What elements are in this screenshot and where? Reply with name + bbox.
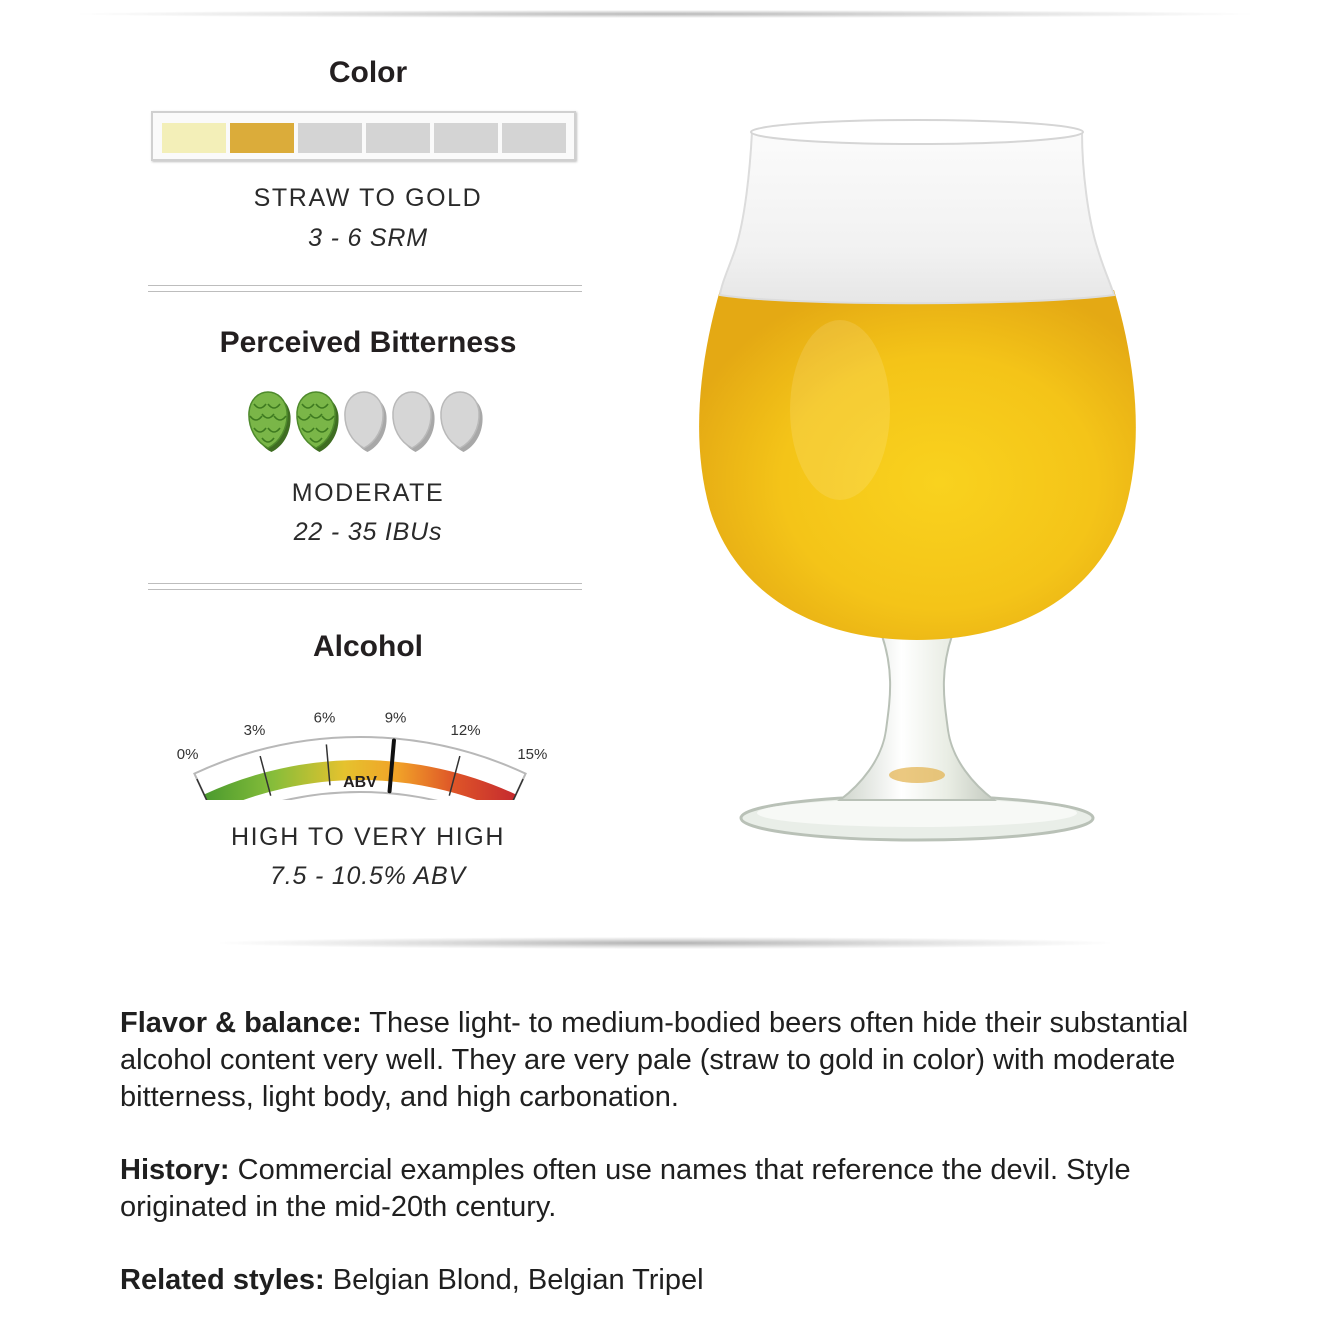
color-range: 3 - 6 SRM [308, 224, 428, 252]
related-paragraph [120, 1262, 1230, 1299]
history-text: Commercial examples often use names that reference the devil. Style originated in the mid-20th century. [120, 1154, 1131, 1223]
color-swatch [502, 123, 566, 153]
gauge-tick-label: 15% [517, 746, 548, 764]
glass-foot-top [757, 799, 1077, 827]
gauge-label: ABV [343, 774, 377, 791]
history-label: History: [120, 1154, 230, 1186]
beer-foam [720, 132, 1114, 303]
hop-icon [393, 392, 435, 452]
bitterness-range: 22 - 35 IBUs [293, 518, 443, 546]
color-description: STRAW TO GOLD [253, 184, 483, 212]
gauge-tick-label: 3% [243, 721, 266, 739]
middle-shadow-divider [220, 937, 1110, 949]
gauge-tick-label: 6% [313, 709, 336, 727]
glass-rim [751, 120, 1083, 144]
abv-gauge [140, 690, 590, 800]
bitterness-description: MODERATE [291, 479, 445, 507]
gauge-tick-label: 9% [384, 709, 407, 727]
flavor-label: Flavor & balance: [120, 1007, 362, 1039]
alcohol-range: 7.5 - 10.5% ABV [270, 862, 466, 890]
history-paragraph [120, 1152, 1230, 1226]
section-divider [148, 583, 582, 590]
related-label: Related styles: [120, 1264, 325, 1296]
stem-reflection [889, 767, 945, 783]
hop-icon [297, 392, 339, 452]
bitterness-title: Perceived Bitterness [219, 326, 517, 359]
alcohol-description: HIGH TO VERY HIGH [230, 823, 506, 851]
gauge-tick-label: 0% [176, 746, 199, 764]
bitterness-rating [248, 390, 488, 454]
tulip-beer-glass-image [690, 110, 1150, 850]
hop-icon [441, 392, 483, 452]
color-swatch [162, 123, 226, 153]
hop-icon [249, 392, 291, 452]
color-swatch [366, 123, 430, 153]
glass-highlight [790, 320, 890, 500]
section-divider [148, 285, 582, 292]
gauge-tick-label: 12% [450, 721, 481, 739]
alcohol-title: Alcohol [313, 630, 423, 663]
top-shadow-divider [80, 10, 1250, 18]
color-swatch [298, 123, 362, 153]
flavor-paragraph [120, 1005, 1230, 1116]
hop-icon [345, 392, 387, 452]
beer-liquid [699, 290, 1136, 640]
flavor-text: These light- to medium-bodied beers often hide their substantial alcohol content very well. They are very pale (straw to gold in color) with moderate bitterness, light body, and high carbonation. [120, 1007, 1189, 1113]
color-swatch [434, 123, 498, 153]
color-swatch [230, 123, 294, 153]
color-swatch-bar [151, 111, 576, 161]
color-title: Color [328, 56, 408, 89]
related-text: Belgian Blond, Belgian Tripel [324, 1264, 704, 1296]
